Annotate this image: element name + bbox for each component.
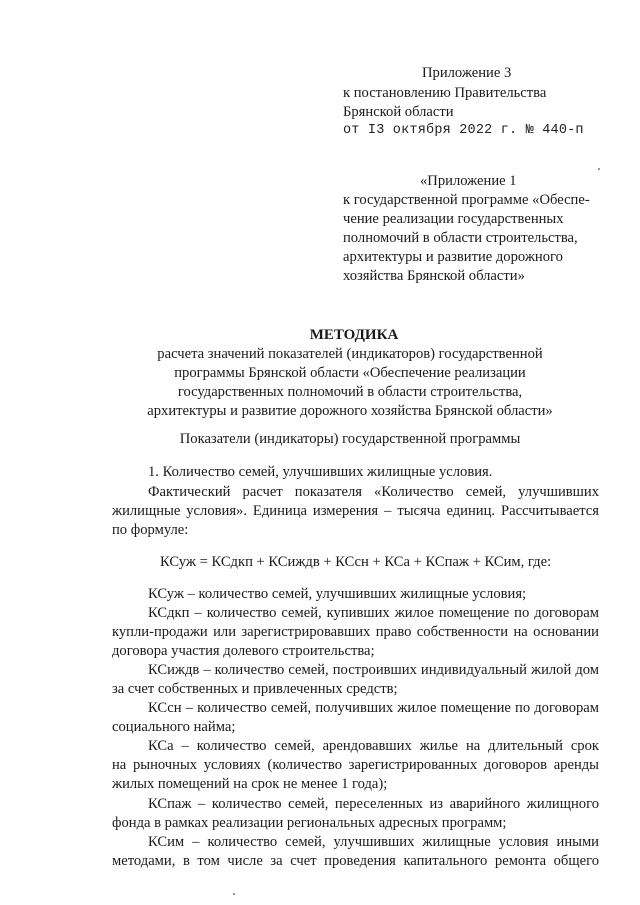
definition-line: методами, в том числе за счет проведения капитального ремонта общего <box>112 853 599 869</box>
ref-appendix-line: полномочий в области строительства, <box>343 230 578 246</box>
definition-line: фонда в рамках реализации региональных адресных программ; <box>112 815 507 831</box>
scan-speck <box>233 893 235 895</box>
heading-line: государственных полномочий в области строительства, <box>177 384 523 400</box>
definition-line: за счет собственных и привлеченных средств; <box>112 681 398 697</box>
definition-line: КСдкп – количество семей, купивших жилое помещение по договорам <box>148 605 599 621</box>
definition-line: на рыночных условиях (количество зарегистрированных договоров аренды <box>112 757 599 773</box>
definition-line: КСа – количество семей, арендовавших жилье на длительный срок <box>148 738 599 754</box>
scan-speck <box>598 168 600 170</box>
definition-line: КСпаж – количество семей, переселенных из аварийного жилищного <box>148 796 599 812</box>
paragraph-line: по формуле: <box>112 522 189 538</box>
definition-line: договора участия долевого строительства; <box>112 643 375 659</box>
heading-line: расчета значений показателей (индикаторов) государственной <box>157 346 543 362</box>
definition-line: купли-продажи или зарегистрировавших право собственности на основании <box>112 624 599 640</box>
definition-line: жилых помещений на срок не менее 1 года); <box>112 776 388 792</box>
definition-line: КСуж – количество семей, улучшивших жилищные условия; <box>148 586 527 602</box>
formula: КСуж = КСдкп + КСиждв + КСсн + КСа + КСпаж + КСим, где: <box>160 554 552 570</box>
paragraph-line: Фактический расчет показателя «Количество семей, улучшивших <box>148 484 599 500</box>
definition-line: КСим – количество семей, улучшивших жилищные условия иными <box>148 834 599 850</box>
ref-appendix-title: «Приложение 1 <box>420 173 517 189</box>
heading-line: архитектуры и развитие дорожного хозяйства Брянской области» <box>147 403 553 419</box>
definition-line: КСиждв – количество семей, построивших индивидуальный жилой дом <box>148 662 599 678</box>
definition-line: социального найма; <box>112 719 236 735</box>
heading-title: МЕТОДИКА <box>309 327 399 343</box>
ref-appendix-line: чение реализации государственных <box>343 211 564 227</box>
ref-appendix-line: хозяйства Брянской области» <box>343 268 525 284</box>
ref-appendix-line: архитектуры и развитие дорожного <box>343 249 563 265</box>
paragraph-line: жилищные условия». Единица измерения – тысяча единиц. Рассчитывается <box>112 503 599 519</box>
appendix-date-line: от I3 октября 2022 г. № 440-п <box>343 123 584 138</box>
definition-line: КСсн – количество семей, получивших жилое помещение по договорам <box>148 700 599 716</box>
appendix-line-1: к постановлению Правительства <box>343 85 547 101</box>
appendix-title: Приложение 3 <box>422 65 512 81</box>
heading-line: программы Брянской области «Обеспечение реализации <box>174 365 526 381</box>
heading-subtitle: Показатели (индикаторы) государственной программы <box>179 431 521 447</box>
ref-appendix-line: к государственной программе «Обеспе- <box>343 192 590 208</box>
appendix-line-2: Брянской области <box>343 104 454 120</box>
paragraph-item-1: 1. Количество семей, улучшивших жилищные условия. <box>148 464 493 480</box>
